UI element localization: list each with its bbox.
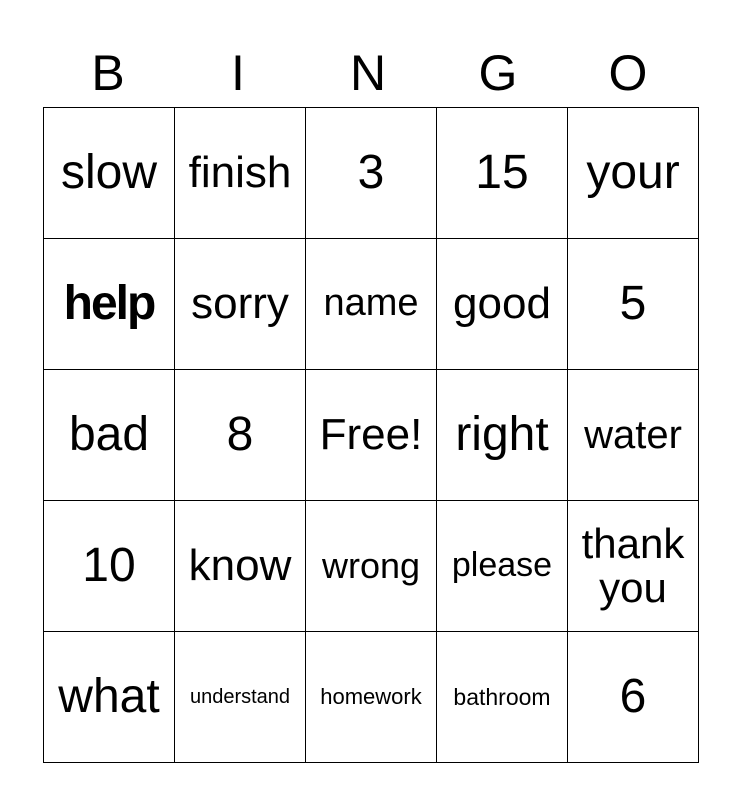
cell-label: know [188,540,292,590]
cell-label: good [453,278,551,328]
grid-row-5 [44,632,699,763]
bingo-cell[interactable] [568,370,699,501]
cell-label: homework [320,684,422,710]
cell-label: your [586,145,680,199]
cell-label: help [63,276,155,330]
bingo-cell[interactable] [175,632,306,763]
cell-label: right [455,407,549,461]
free-cell[interactable] [306,370,437,501]
header-letter-g: G [478,45,518,101]
cell-label: finish [188,147,292,197]
cell-label: please [451,546,553,585]
cell-label: 3 [357,145,385,199]
bingo-cell[interactable] [175,239,306,370]
bingo-cell[interactable] [568,501,699,632]
bingo-cell[interactable] [568,632,699,763]
cell-label: water [584,413,682,457]
bingo-cell[interactable] [306,501,437,632]
cell-label: 8 [226,407,254,461]
bingo-cell[interactable] [568,108,699,239]
cell-label: 6 [619,669,647,723]
cell-label: wrong [321,545,421,587]
bingo-cell[interactable] [306,239,437,370]
bingo-cell[interactable] [437,239,568,370]
header-letter-n: N [349,45,387,101]
grid-row-2 [44,239,699,370]
header-letter-b: B [91,45,125,101]
free-label: Free! [319,409,423,459]
cell-label: 15 [475,145,529,199]
bingo-header [43,40,693,106]
header-letter-i: I [231,45,245,101]
header-letter-o: O [608,45,648,101]
bingo-cell[interactable] [437,108,568,239]
bingo-cell[interactable] [44,239,175,370]
cell-label: name [323,282,419,325]
grid-row-4 [44,501,699,632]
cell-label: understand [189,685,291,708]
bingo-cell[interactable] [175,108,306,239]
bingo-cell[interactable] [44,632,175,763]
cell-label: what [58,669,160,723]
bingo-cell[interactable] [44,108,175,239]
bingo-cell[interactable] [44,370,175,501]
bingo-cell[interactable] [306,632,437,763]
cell-label: bad [68,407,150,461]
bingo-cell[interactable] [175,501,306,632]
bingo-cell[interactable] [175,370,306,501]
cell-label: 10 [82,538,136,592]
bingo-cell[interactable] [437,501,568,632]
cell-label: sorry [191,278,289,328]
bingo-cell[interactable] [437,370,568,501]
cell-label: 5 [619,276,647,330]
bingo-cell[interactable] [306,108,437,239]
bingo-cell[interactable] [568,239,699,370]
bingo-card-grid [43,107,699,763]
bingo-cell[interactable] [44,501,175,632]
grid-row-1 [44,108,699,239]
grid-row-3 [44,370,699,501]
bingo-cell[interactable] [437,632,568,763]
cell-label: thank you [581,519,685,611]
cell-label: slow [60,145,158,199]
cell-label: bathroom [453,683,551,710]
